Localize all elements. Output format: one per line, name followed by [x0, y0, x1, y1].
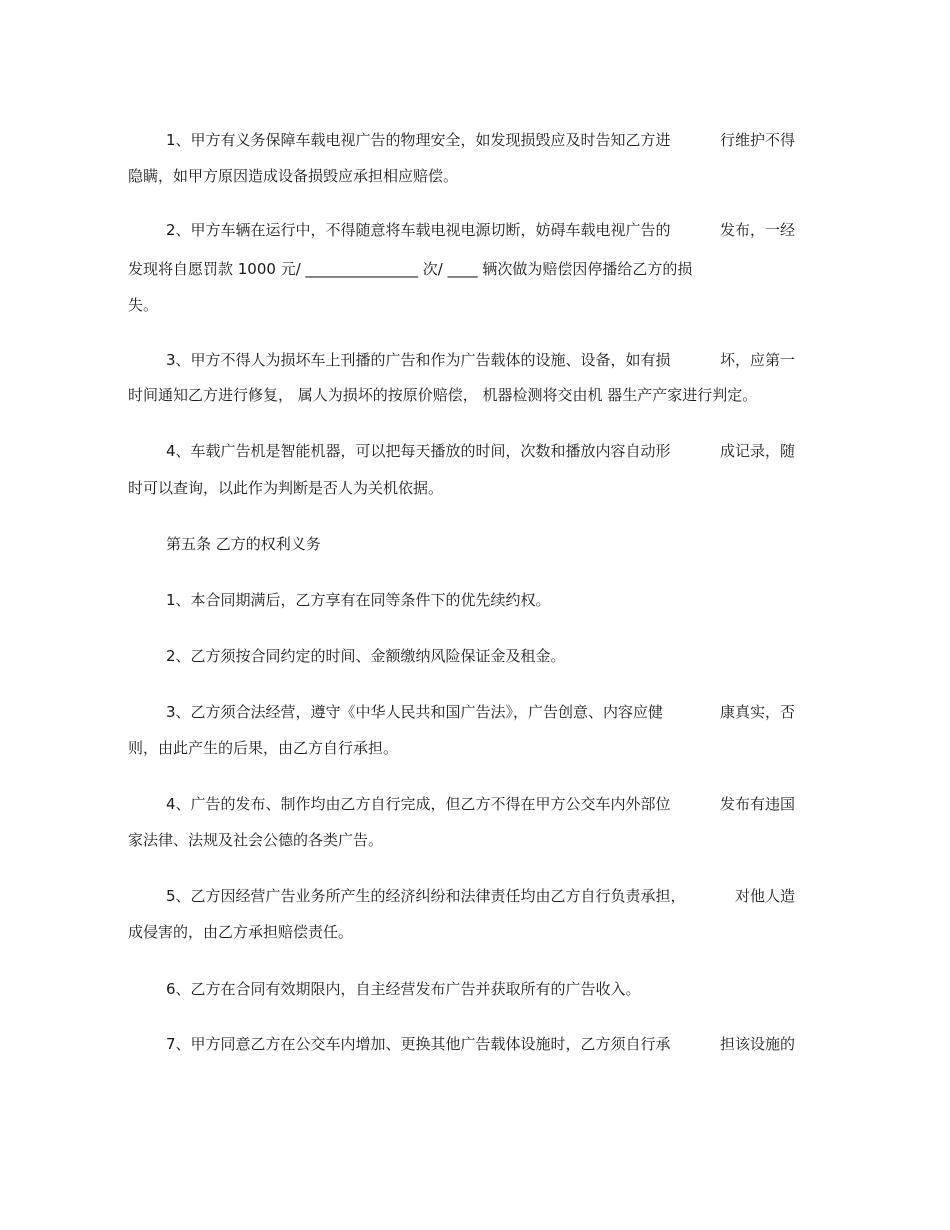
- paragraph-b3-line-2: 则，由此产生的后果，由乙方自行承担。: [128, 739, 399, 757]
- paragraph-b3-line-1-tail: 康真实，否: [719, 703, 795, 721]
- paragraph-b4-line-2: 家法律、法规及社会公德的各类广告。: [128, 831, 384, 849]
- paragraph-a3-line-1-tail: 坏，应第一: [719, 351, 795, 369]
- paragraph-a4-line-2: 时可以查询，以此作为判断是否人为关机依据。: [128, 479, 444, 497]
- paragraph-b1-line-1: 1、本合同期满后，乙方享有在同等条件下的优先续约权。: [166, 591, 551, 609]
- paragraph-b3-line-1: 3、乙方须合法经营，遵守《中华人民共和国广告法》，广告创意、内容应健: [166, 703, 664, 721]
- paragraph-a2-line-1-tail: 发布，一经: [719, 221, 795, 239]
- paragraph-a1-line-2: 隐瞒，如甲方原因造成设备损毁应承担相应赔偿。: [128, 167, 459, 185]
- paragraph-b2-line-1: 2、乙方须按合同约定的时间、金额缴纳风险保证金及租金。: [166, 647, 566, 665]
- paragraph-a2-line-3: 失。: [128, 296, 159, 314]
- paragraph-a2-line-1: 2、甲方车辆在运行中，不得随意将车载电视电源切断，妨碍车载电视广告的: [166, 221, 671, 239]
- paragraph-a4-line-1: 4、车载广告机是智能机器，可以把每天播放的时间，次数和播放内容自动形: [166, 442, 671, 460]
- paragraph-b4-line-1-tail: 发布有违国: [719, 795, 795, 813]
- article-5-heading: 第五条 乙方的权利义务: [166, 535, 321, 553]
- paragraph-a3-line-2: 时间通知乙方进行修复， 属人为损坏的按原价赔偿， 机器检测将交由机 器生产产家进行判定。: [128, 386, 758, 404]
- paragraph-a1-line-1: 1、甲方有义务保障车载电视广告的物理安全，如发现损毁应及时告知乙方进: [166, 131, 671, 149]
- paragraph-a1-line-1-tail: 行维护不得: [719, 131, 795, 149]
- paragraph-b4-line-1: 4、广告的发布、制作均由乙方自行完成，但乙方不得在甲方公交车内外部位: [166, 795, 671, 813]
- paragraph-b5-line-1-tail: 对他人造: [734, 887, 795, 905]
- paragraph-a4-line-1-tail: 成记录，随: [719, 442, 795, 460]
- paragraph-a2-line-2: 发现将自愿罚款 1000 元/ _______________ 次/ ____ 辆次做为赔偿因停播给乙方的损: [128, 260, 693, 278]
- paragraph-b5-line-1: 5、乙方因经营广告业务所产生的经济纠纷和法律责任均由乙方自行负责承担，: [166, 887, 686, 905]
- paragraph-b6-line-1: 6、乙方在合同有效期限内，自主经营发布广告并获取所有的广告收入。: [166, 980, 641, 998]
- paragraph-b7-line-1: 7、甲方同意乙方在公交车内增加、更换其他广告载体设施时，乙方须自行承: [166, 1035, 671, 1053]
- paragraph-a3-line-1: 3、甲方不得人为损坏车上刊播的广告和作为广告载体的设施、设备，如有损: [166, 351, 671, 369]
- paragraph-b7-line-1-tail: 担该设施的: [719, 1035, 795, 1053]
- paragraph-b5-line-2: 成侵害的，由乙方承担赔偿责任。: [128, 923, 354, 941]
